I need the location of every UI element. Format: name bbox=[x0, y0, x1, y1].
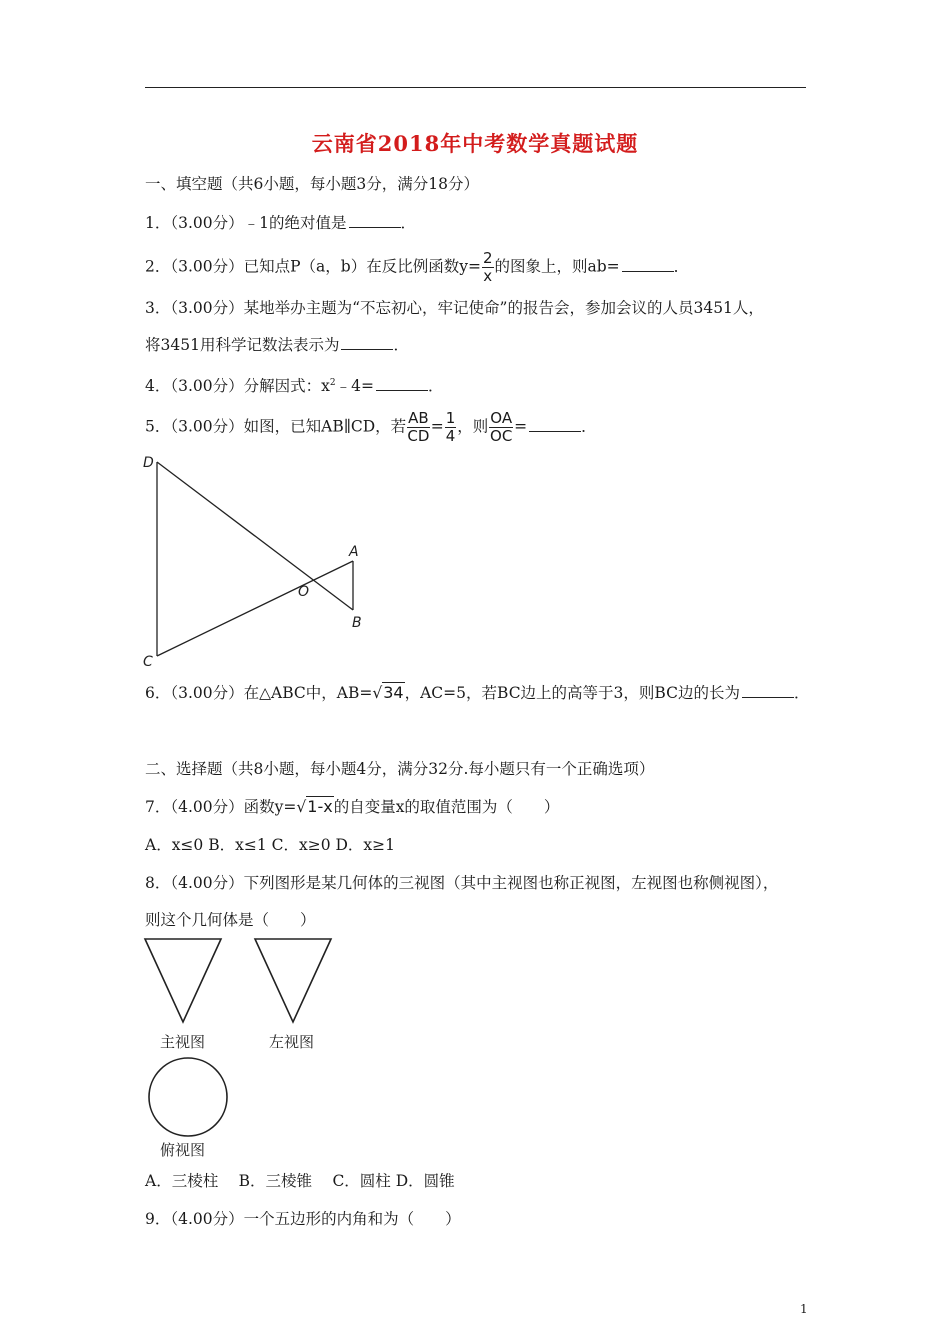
q5-figure bbox=[135, 450, 375, 675]
question-8-line-1: 8．（4.00分）下列图形是某几何体的三视图（其中主视图也称正视图，左视图也称侧视图）， bbox=[145, 874, 779, 892]
equals-sign: = bbox=[430, 417, 444, 436]
q2-text: 2．（3.00分）已知点P（a，b）在反比例函数y= bbox=[145, 257, 481, 276]
question-8-line-2: 则这个几何体是（ ） bbox=[145, 911, 316, 929]
question-8-options: A．三棱柱 B．三棱锥 C．圆柱 D．圆锥 bbox=[145, 1172, 455, 1190]
question-9: 9．（4.00分）一个五边形的内角和为（ ） bbox=[145, 1210, 461, 1228]
q4-suffix: ． bbox=[427, 377, 444, 396]
question-2 bbox=[145, 250, 689, 285]
q1-suffix: ． bbox=[400, 214, 417, 232]
q1-text: 1．（3.00分）﹣1的绝对值是 bbox=[145, 214, 347, 232]
equals-sign: = bbox=[514, 417, 528, 436]
answer-blank bbox=[622, 257, 674, 272]
answer-blank bbox=[349, 213, 401, 228]
q6-suffix: ，AC=5，若BC边上的高等于3，则BC边的长为 bbox=[404, 684, 740, 702]
answer-blank bbox=[341, 335, 393, 350]
fraction-numerator: 1 bbox=[445, 409, 456, 427]
label-a: A bbox=[349, 544, 359, 560]
q6-end: ． bbox=[793, 684, 810, 702]
q5-suffix: ． bbox=[581, 417, 597, 436]
question-5 bbox=[145, 410, 597, 445]
fraction-oa-oc bbox=[489, 410, 513, 445]
fraction-ab-cd bbox=[407, 410, 430, 445]
radicand: 34 bbox=[383, 683, 404, 702]
fraction-numerator: OA bbox=[490, 409, 513, 427]
fraction-denominator: x bbox=[483, 267, 493, 285]
label-top-view: 俯视图 bbox=[160, 1141, 206, 1159]
label-front-view: 主视图 bbox=[160, 1033, 206, 1051]
q4-text: 4．（3.00分）分解因式：x bbox=[145, 377, 330, 396]
q7-suffix: 的自变量x的取值范围为（ ） bbox=[333, 798, 560, 816]
question-7-options: A．x≤0 B．x≤1 C．x≥0 D．x≥1 bbox=[145, 836, 396, 854]
answer-blank bbox=[376, 376, 428, 391]
label-left-view: 左视图 bbox=[269, 1033, 315, 1051]
fraction-denominator: CD bbox=[407, 427, 430, 445]
question-4 bbox=[145, 372, 443, 397]
label-c: C bbox=[143, 654, 153, 670]
question-3-line-2 bbox=[145, 334, 409, 356]
segment-cb bbox=[157, 561, 353, 656]
q3-text: 将3451用科学记数法表示为 bbox=[145, 336, 340, 354]
label-d: D bbox=[143, 455, 154, 471]
sqrt-34: √34 bbox=[372, 683, 404, 702]
q7-text: 7．（4.00分）函数y= bbox=[145, 798, 297, 816]
header-rule bbox=[145, 87, 806, 88]
fraction-denominator: OC bbox=[490, 427, 513, 445]
fraction-2-over-x bbox=[482, 250, 494, 285]
fraction-denominator: 4 bbox=[445, 427, 456, 445]
q2-end: ． bbox=[673, 257, 690, 276]
q5-mid: ，则 bbox=[457, 417, 489, 436]
section-1-heading: 一、填空题（共6小题，每小题3分，满分18分） bbox=[145, 175, 479, 193]
exponent: 2 bbox=[329, 378, 336, 388]
label-o: O bbox=[298, 584, 310, 600]
page-number: 1 bbox=[800, 1302, 808, 1316]
left-view-triangle bbox=[255, 939, 331, 1022]
label-b: B bbox=[352, 615, 362, 631]
fraction-numerator: 2 bbox=[482, 249, 493, 267]
q4-mid: ﹣4= bbox=[335, 377, 374, 396]
q8-figure bbox=[135, 932, 355, 1162]
segment-da bbox=[157, 462, 353, 610]
fraction-numerator: AB bbox=[408, 409, 429, 427]
answer-blank bbox=[529, 417, 581, 432]
section-2-heading: 二、选择题（共8小题，每小题4分，满分32分.每小题只有一个正确选项） bbox=[145, 760, 655, 778]
answer-blank bbox=[742, 683, 794, 698]
fraction-1-4 bbox=[445, 410, 457, 445]
page-title: 云南省2018年中考数学真题试题 bbox=[311, 131, 639, 156]
q2-suffix: 的图象上，则ab= bbox=[494, 257, 620, 276]
q6-text: 6．（3.00分）在△ABC中，AB= bbox=[145, 684, 373, 702]
q5-text: 5．（3.00分）如图，已知AB∥CD，若 bbox=[145, 417, 407, 436]
sqrt-1-minus-x: √1-x bbox=[296, 797, 333, 816]
question-3-line-1: 3．（3.00分）某地举办主题为“不忘初心，牢记使命”的报告会，参加会议的人员3451人， bbox=[145, 299, 764, 317]
q3-suffix: ． bbox=[393, 336, 409, 354]
radicand: 1-x bbox=[307, 797, 333, 816]
question-1 bbox=[145, 212, 416, 234]
question-7 bbox=[145, 796, 559, 818]
top-view-circle bbox=[149, 1058, 227, 1136]
front-view-triangle bbox=[145, 939, 221, 1022]
question-6 bbox=[145, 682, 809, 704]
